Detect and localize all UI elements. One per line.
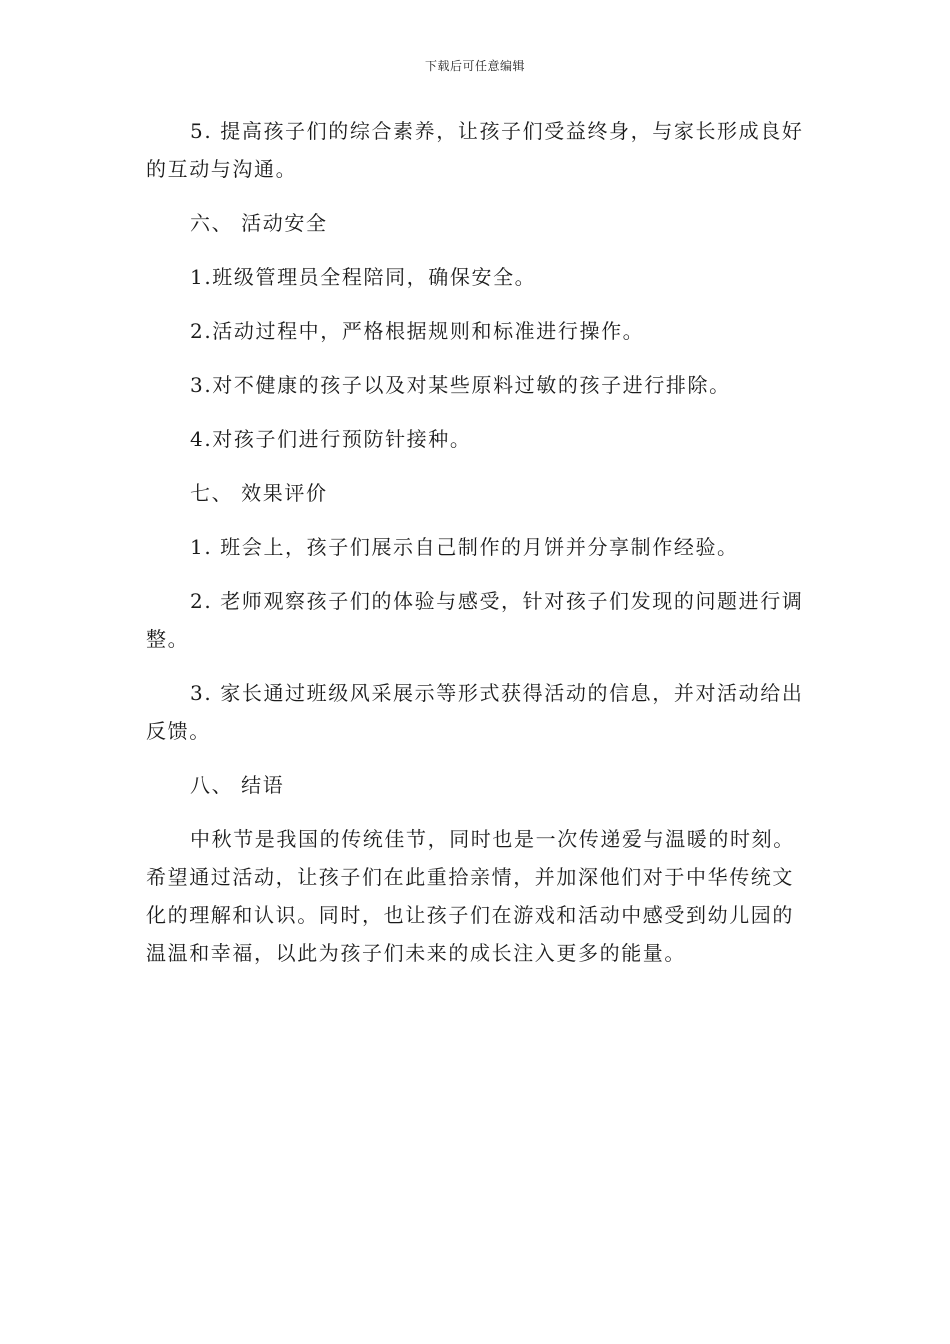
list-item-safety-3: 3.对不健康的孩子以及对某些原料过敏的孩子进行排除。 bbox=[190, 373, 731, 397]
section-heading-evaluation: 七、 效果评价 bbox=[190, 481, 328, 505]
list-item-evaluation-3: 3. 家长通过班级风采展示等形式获得活动的信息，并对活动给出反馈。 bbox=[146, 681, 804, 743]
list-item-evaluation-1: 1. 班会上，孩子们展示自己制作的月饼并分享制作经验。 bbox=[190, 535, 739, 559]
document-body bbox=[146, 112, 806, 972]
list-item-improve-quality: 5. 提高孩子们的综合素养，让孩子们受益终身，与家长形成良好的互动与沟通。 bbox=[146, 119, 804, 181]
list-item-evaluation-2: 2. 老师观察孩子们的体验与感受，针对孩子们发现的问题进行调整。 bbox=[146, 589, 804, 651]
list-item-safety-2: 2.活动过程中，严格根据规则和标准进行操作。 bbox=[190, 319, 645, 343]
page-header: 下载后可任意编辑 bbox=[424, 59, 525, 73]
section-heading-conclusion: 八、 结语 bbox=[190, 773, 285, 797]
list-item-safety-4: 4.对孩子们进行预防针接种。 bbox=[190, 427, 472, 451]
section-heading-safety: 六、 活动安全 bbox=[190, 211, 328, 235]
list-item-safety-1: 1.班级管理员全程陪同，确保安全。 bbox=[190, 265, 537, 289]
conclusion-paragraph: 中秋节是我国的传统佳节，同时也是一次传递爱与温暖的时刻。希望通过活动，让孩子们在此重拾亲情，并加深他们对于中华传统文化的理解和认识。同时，也让孩子们在游戏和活动中感受到幼儿园的温温和幸福，以此为孩子们未来的成长注入更多的能量。 bbox=[146, 827, 795, 965]
